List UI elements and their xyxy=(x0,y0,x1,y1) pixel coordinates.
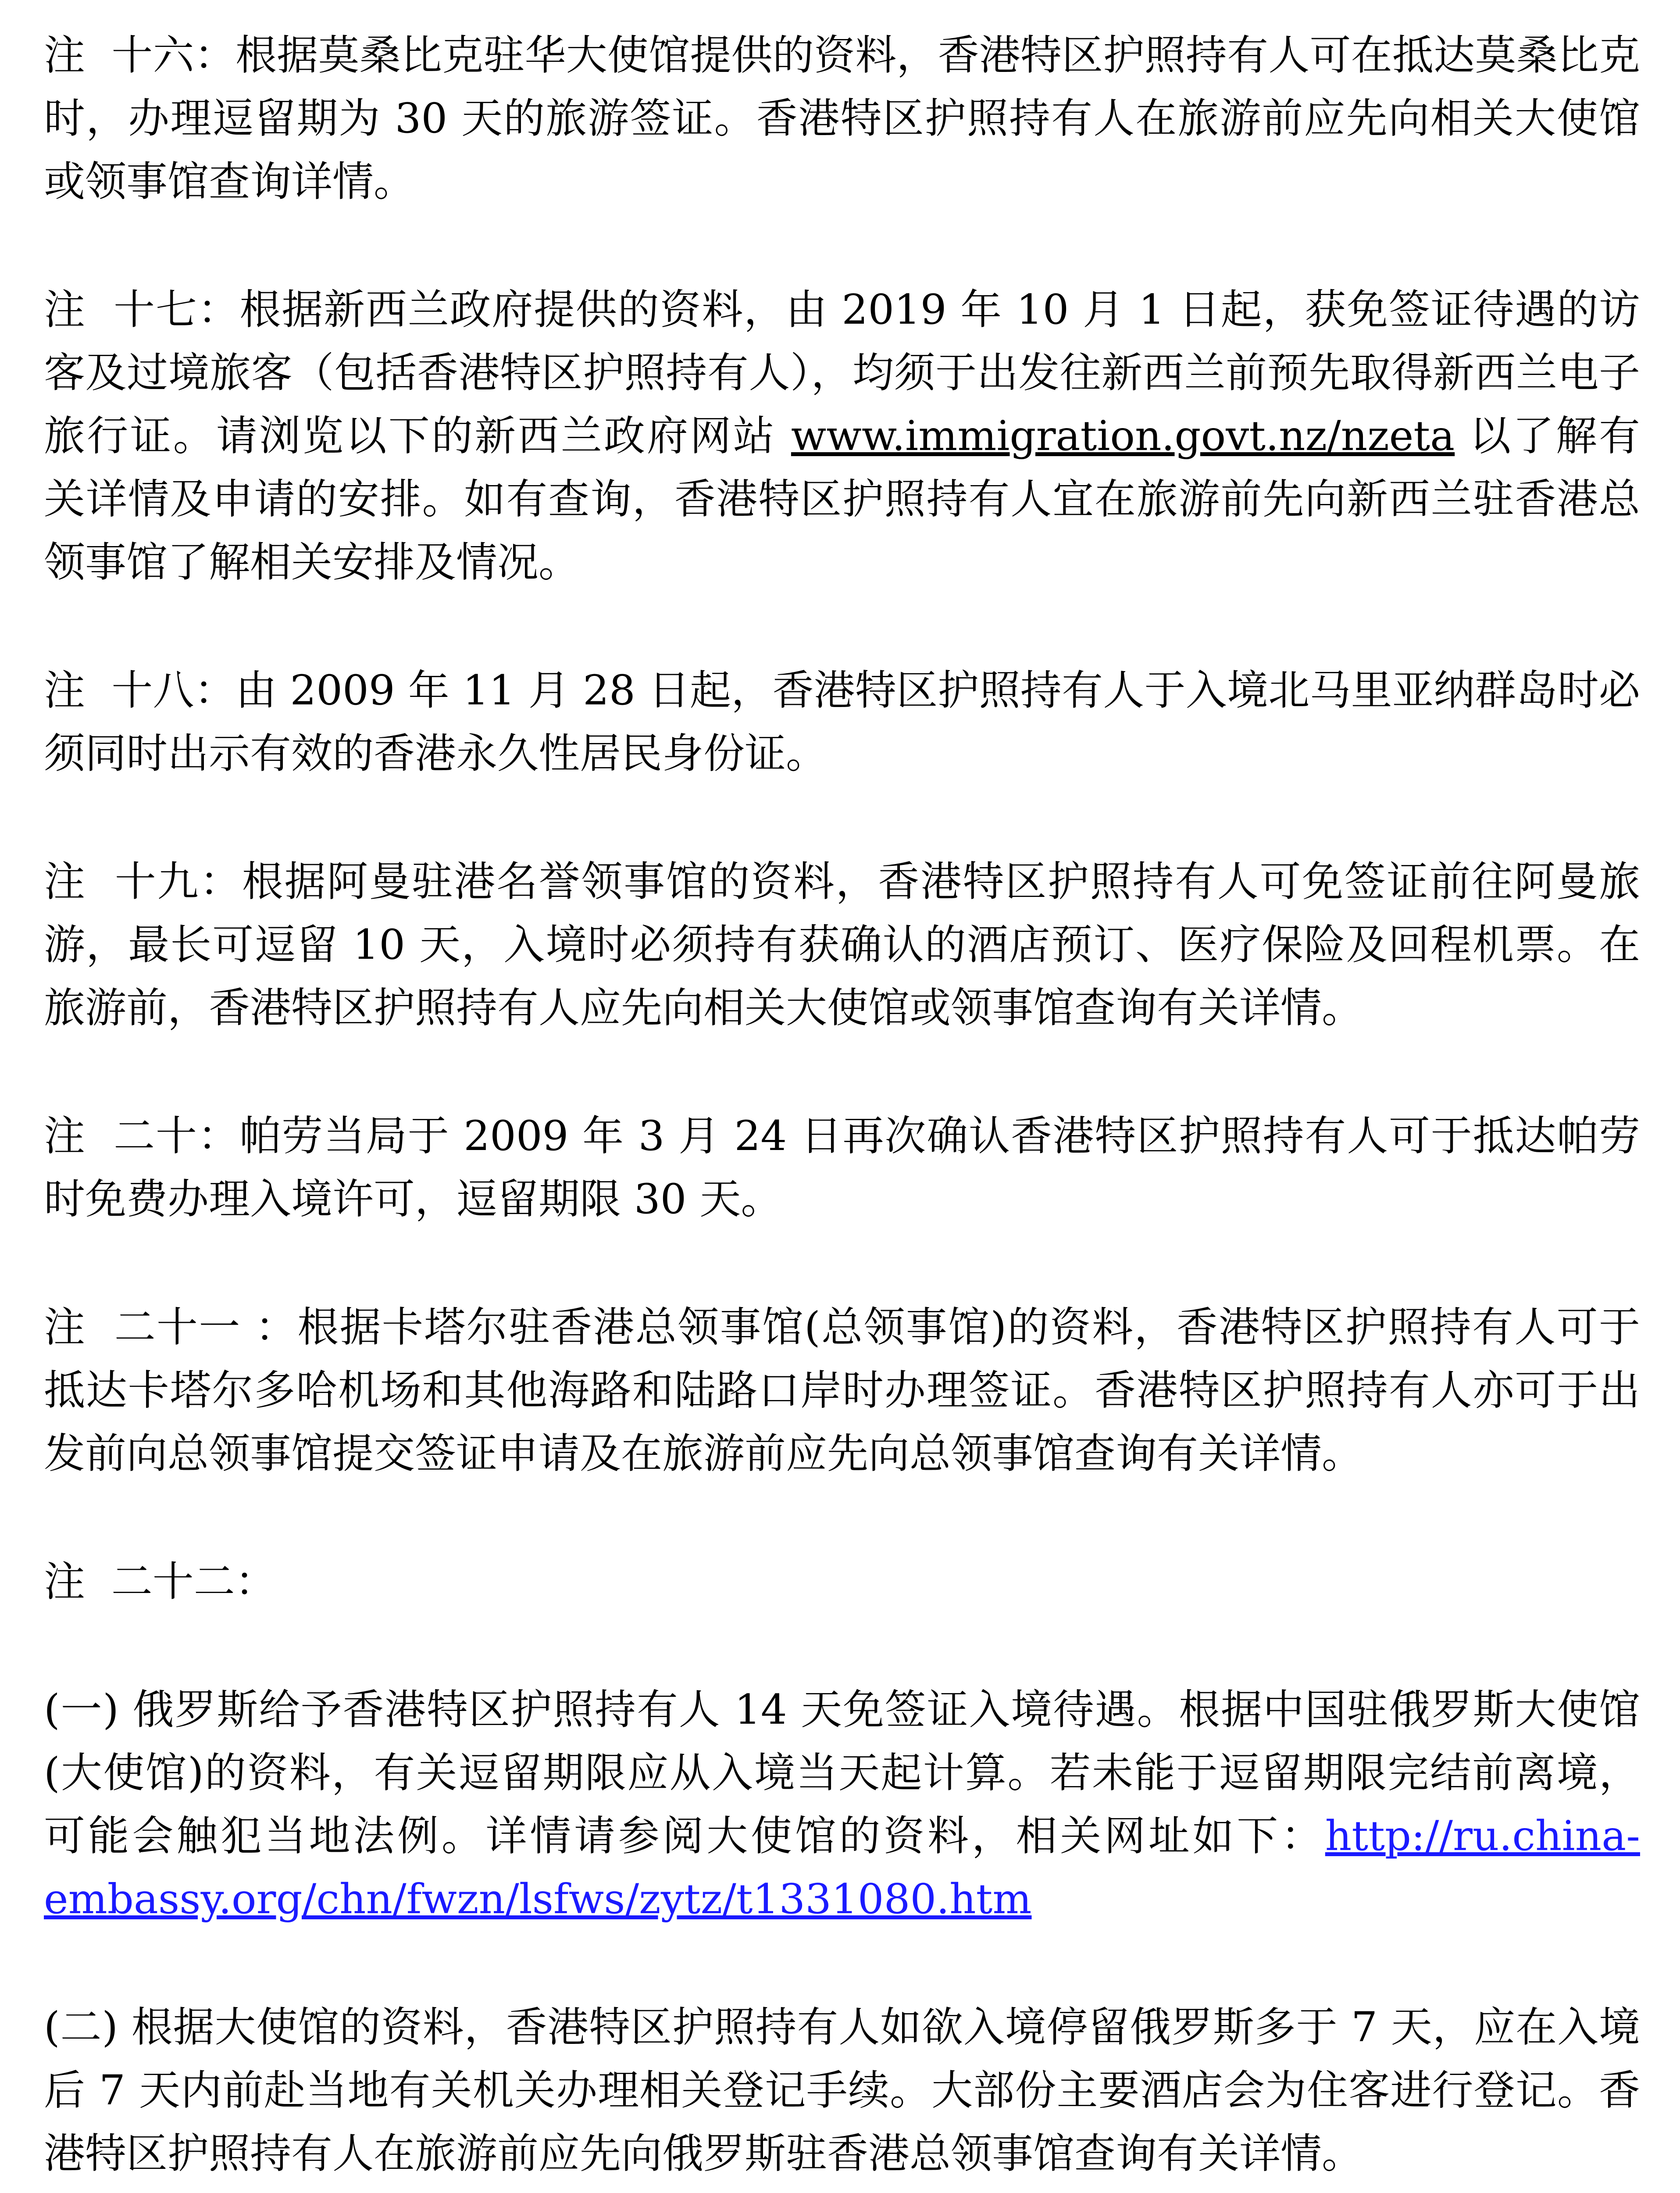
sub-item-label: (二) xyxy=(44,2004,132,2051)
note-text: 根据新西兰政府提供的资料，由 2019 年 10 月 1 日起，获免签证待遇的访客及过境旅客（包括香港特区护照持有人），均须于出发往新西兰前预先取得新西兰电子旅行证。请浏览以下的新西兰政府网站 xyxy=(44,286,1640,460)
note-text: 根据大使馆的资料，香港特区护照持有人如欲入境停留俄罗斯多于 7 天，应在入境后 7 天内前赴当地有关机关办理相关登记手续。大部份主要酒店会为住客进行登记。香港特区护照持有人在旅游前应先向俄罗斯驻香港总领事馆查询有关详情。 xyxy=(44,2004,1640,2178)
document-page xyxy=(44,24,1640,2193)
note-label: 注 十八： xyxy=(44,667,236,714)
note-16 xyxy=(44,24,1640,214)
note-22-heading xyxy=(44,1550,1640,1614)
note-19 xyxy=(44,850,1640,1040)
note-text-continued: 以了解有关详情及申请的安排。如有查询，香港特区护照持有人宜在旅游前先向新西兰驻香港总领事馆了解相关安排及情况。 xyxy=(44,412,1640,586)
note-18 xyxy=(44,659,1640,786)
note-22-item-1 xyxy=(44,1679,1640,1931)
note-text: 由 2009 年 11 月 28 日起，香港特区护照持有人于入境北马里亚纳群岛时必须同时出示有效的香港永久性居民身份证。 xyxy=(44,667,1640,778)
note-text: 俄罗斯给予香港特区护照持有人 14 天免签证入境待遇。根据中国驻俄罗斯大使馆(大使馆)的资料，有关逗留期限应从入境当天起计算。若未能于逗留期限完结前离境，可能会触犯当地法例。详情请参阅大使馆的资料，相关网址如下： xyxy=(44,1686,1640,1860)
note-label: 注 二十： xyxy=(44,1112,240,1160)
note-label: 注 十七： xyxy=(44,286,240,334)
note-text: 帕劳当局于 2009 年 3 月 24 日再次确认香港特区护照持有人可于抵达帕劳时免费办理入境许可，逗留期限 30 天。 xyxy=(44,1112,1640,1223)
note-label: 注 二十一 ： xyxy=(44,1304,298,1351)
note-label: 注 十六： xyxy=(44,32,236,79)
nzeta-link[interactable]: www.immigration.govt.nz/nzeta xyxy=(791,412,1455,460)
note-text: 根据莫桑比克驻华大使馆提供的资料，香港特区护照持有人可在抵达莫桑比克时，办理逗留期为 30 天的旅游签证。香港特区护照持有人在旅游前应先向相关大使馆或领事馆查询详情。 xyxy=(44,32,1640,206)
note-21 xyxy=(44,1296,1640,1486)
sub-item-label: (一) xyxy=(44,1686,133,1734)
embassy-link[interactable]: http://ru.china-embassy.org/chn/fwzn/lsfws/zytz/t1331080.htm xyxy=(44,1812,1640,1923)
note-20 xyxy=(44,1105,1640,1231)
note-text: 根据阿曼驻港名誉领事馆的资料，香港特区护照持有人可免签证前往阿曼旅游，最长可逗留 10 天，入境时必须持有获确认的酒店预订、医疗保险及回程机票。在旅游前，香港特区护照持有人应先向相关大使馆或领事馆查询有关详情。 xyxy=(44,858,1640,1032)
note-22-item-2 xyxy=(44,1996,1640,2186)
note-text: 根据卡塔尔驻香港总领事馆(总领事馆)的资料，香港特区护照持有人可于抵达卡塔尔多哈机场和其他海路和陆路口岸时办理签证。香港特区护照持有人亦可于出发前向总领事馆提交签证申请及在旅游前应先向总领事馆查询有关详情。 xyxy=(44,1304,1640,1478)
note-17 xyxy=(44,279,1640,594)
note-label: 注 二十二： xyxy=(44,1558,276,1606)
note-label: 注 十九： xyxy=(44,858,242,906)
